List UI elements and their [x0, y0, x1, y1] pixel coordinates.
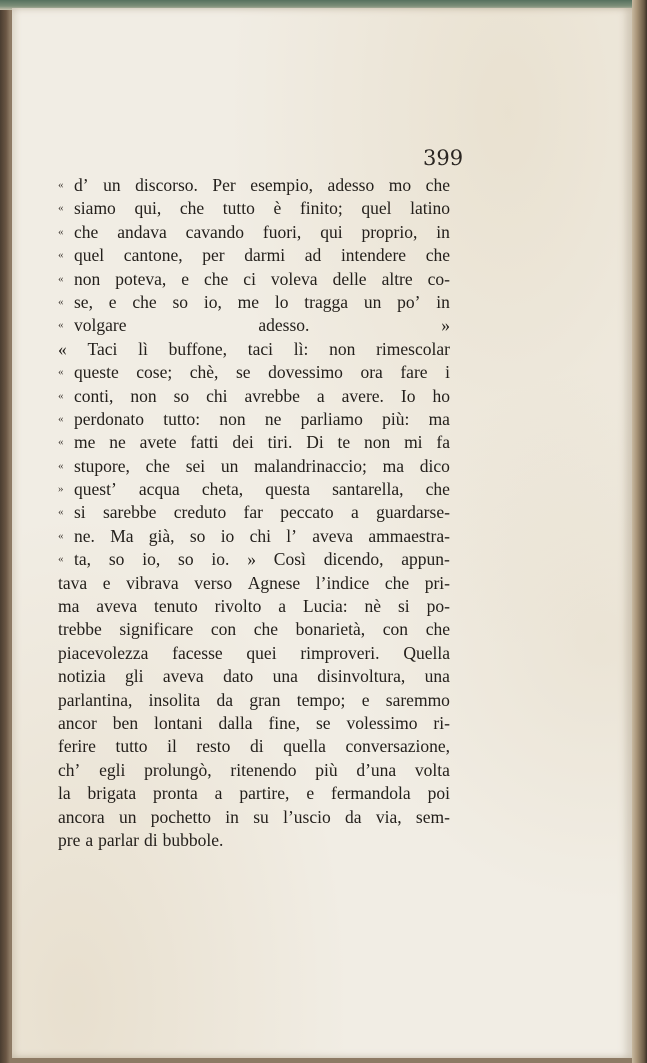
quote-mark: «: [58, 249, 64, 262]
text-line: [58, 174, 450, 197]
text-line: [58, 525, 450, 548]
line-text: ferire tutto il resto di quella conversazione,: [58, 736, 450, 757]
line-text: ma aveva tenuto rivolto a Lucia: nè si po-: [58, 596, 450, 617]
quote-mark: «: [58, 319, 64, 332]
line-text: se, e che so io, me lo tragga un po’ in: [74, 291, 450, 312]
text-line: [58, 548, 450, 571]
quote-mark: «: [58, 389, 64, 402]
quote-mark: »: [58, 483, 64, 496]
line-text: volgare adesso. »: [74, 315, 450, 336]
text-line: [58, 689, 450, 712]
line-text: ancora un pochetto in su l’uscio da via, sem-: [58, 806, 450, 827]
text-line: [58, 221, 450, 244]
text-line: [58, 361, 450, 384]
line-text: si sarebbe creduto far peccato a guardarse-: [74, 502, 450, 523]
line-text: stupore, che sei un malandrinaccio; ma dico: [74, 455, 450, 476]
line-text: notizia gli aveva dato una disinvoltura, una: [58, 666, 450, 687]
text-line: [58, 244, 450, 267]
line-text: ta, so io, so io. » Così dicendo, appun-: [74, 549, 450, 570]
quote-mark: «: [58, 225, 64, 238]
line-text: quel cantone, per darmi ad intendere che: [74, 245, 450, 266]
line-text: « Taci lì buffone, taci lì: non rimescolar: [58, 338, 450, 359]
line-text: la brigata pronta a partire, e fermandola poi: [58, 783, 450, 804]
line-text: perdonato tutto: non ne parliamo più: ma: [74, 408, 450, 429]
text-line: [58, 572, 450, 595]
line-text: ne. Ma già, so io chi l’ aveva ammaestra-: [74, 525, 450, 546]
line-text: me ne avete fatti dei tiri. Di te non mi fa: [74, 432, 450, 453]
line-text: queste cose; chè, se dovessimo ora fare i: [74, 362, 450, 383]
quote-mark: «: [58, 506, 64, 519]
text-line: [58, 338, 450, 361]
text-line: [58, 618, 450, 641]
line-text: pre a parlar di bubbole.: [58, 829, 224, 850]
line-text: conti, non so chi avrebbe a avere. Io ho: [74, 385, 450, 406]
text-line: [58, 408, 450, 431]
line-text: piacevolezza facesse quei rimproveri. Quella: [58, 642, 450, 663]
line-text: siamo qui, che tutto è finito; quel latino: [74, 198, 450, 219]
quote-mark: «: [58, 202, 64, 215]
text-line: [58, 712, 450, 735]
text-line: [58, 735, 450, 758]
text-line: [58, 478, 450, 501]
quote-mark: «: [58, 272, 64, 285]
line-text: che andava cavando fuori, qui proprio, in: [74, 221, 450, 242]
text-line: [58, 455, 450, 478]
quote-mark: «: [58, 179, 64, 191]
line-text: quest’ acqua cheta, questa santarella, che: [74, 479, 450, 500]
text-line: [58, 782, 450, 805]
line-text: parlantina, insolita da gran tempo; e saremmo: [58, 689, 450, 710]
text-line: [58, 385, 450, 408]
line-text: ancor ben lontani dalla fine, se volessimo ri-: [58, 712, 450, 733]
line-text: ch’ egli prolungò, ritenendo più d’una volta: [58, 759, 450, 780]
text-line: [58, 759, 450, 782]
body-text: [58, 174, 450, 852]
line-text: d’ un discorso. Per esempio, adesso mo che: [74, 175, 450, 195]
quote-mark: «: [58, 412, 64, 425]
line-text: tava e vibrava verso Agnese l’indice che pri-: [58, 572, 450, 593]
page-fore-edge: [632, 0, 647, 1063]
text-line: [58, 431, 450, 454]
quote-mark: «: [58, 436, 64, 449]
text-line: [58, 268, 450, 291]
line-text: trebbe significare con che bonarietà, con che: [58, 619, 450, 640]
text-line: [58, 642, 450, 665]
quote-mark: «: [58, 366, 64, 379]
page-number: 399: [423, 146, 464, 170]
text-line: [58, 291, 450, 314]
text-line: [58, 314, 450, 337]
quote-mark: «: [58, 553, 64, 566]
line-text: non poteva, e che ci voleva delle altre co-: [74, 268, 450, 289]
text-line: [58, 595, 450, 618]
quote-mark: «: [58, 295, 64, 308]
text-line: [58, 197, 450, 220]
quote-mark: «: [58, 459, 64, 472]
quote-mark: «: [58, 529, 64, 542]
text-line: [58, 806, 450, 829]
text-line: [58, 501, 450, 524]
text-line: [58, 665, 450, 688]
text-line: [58, 829, 450, 852]
